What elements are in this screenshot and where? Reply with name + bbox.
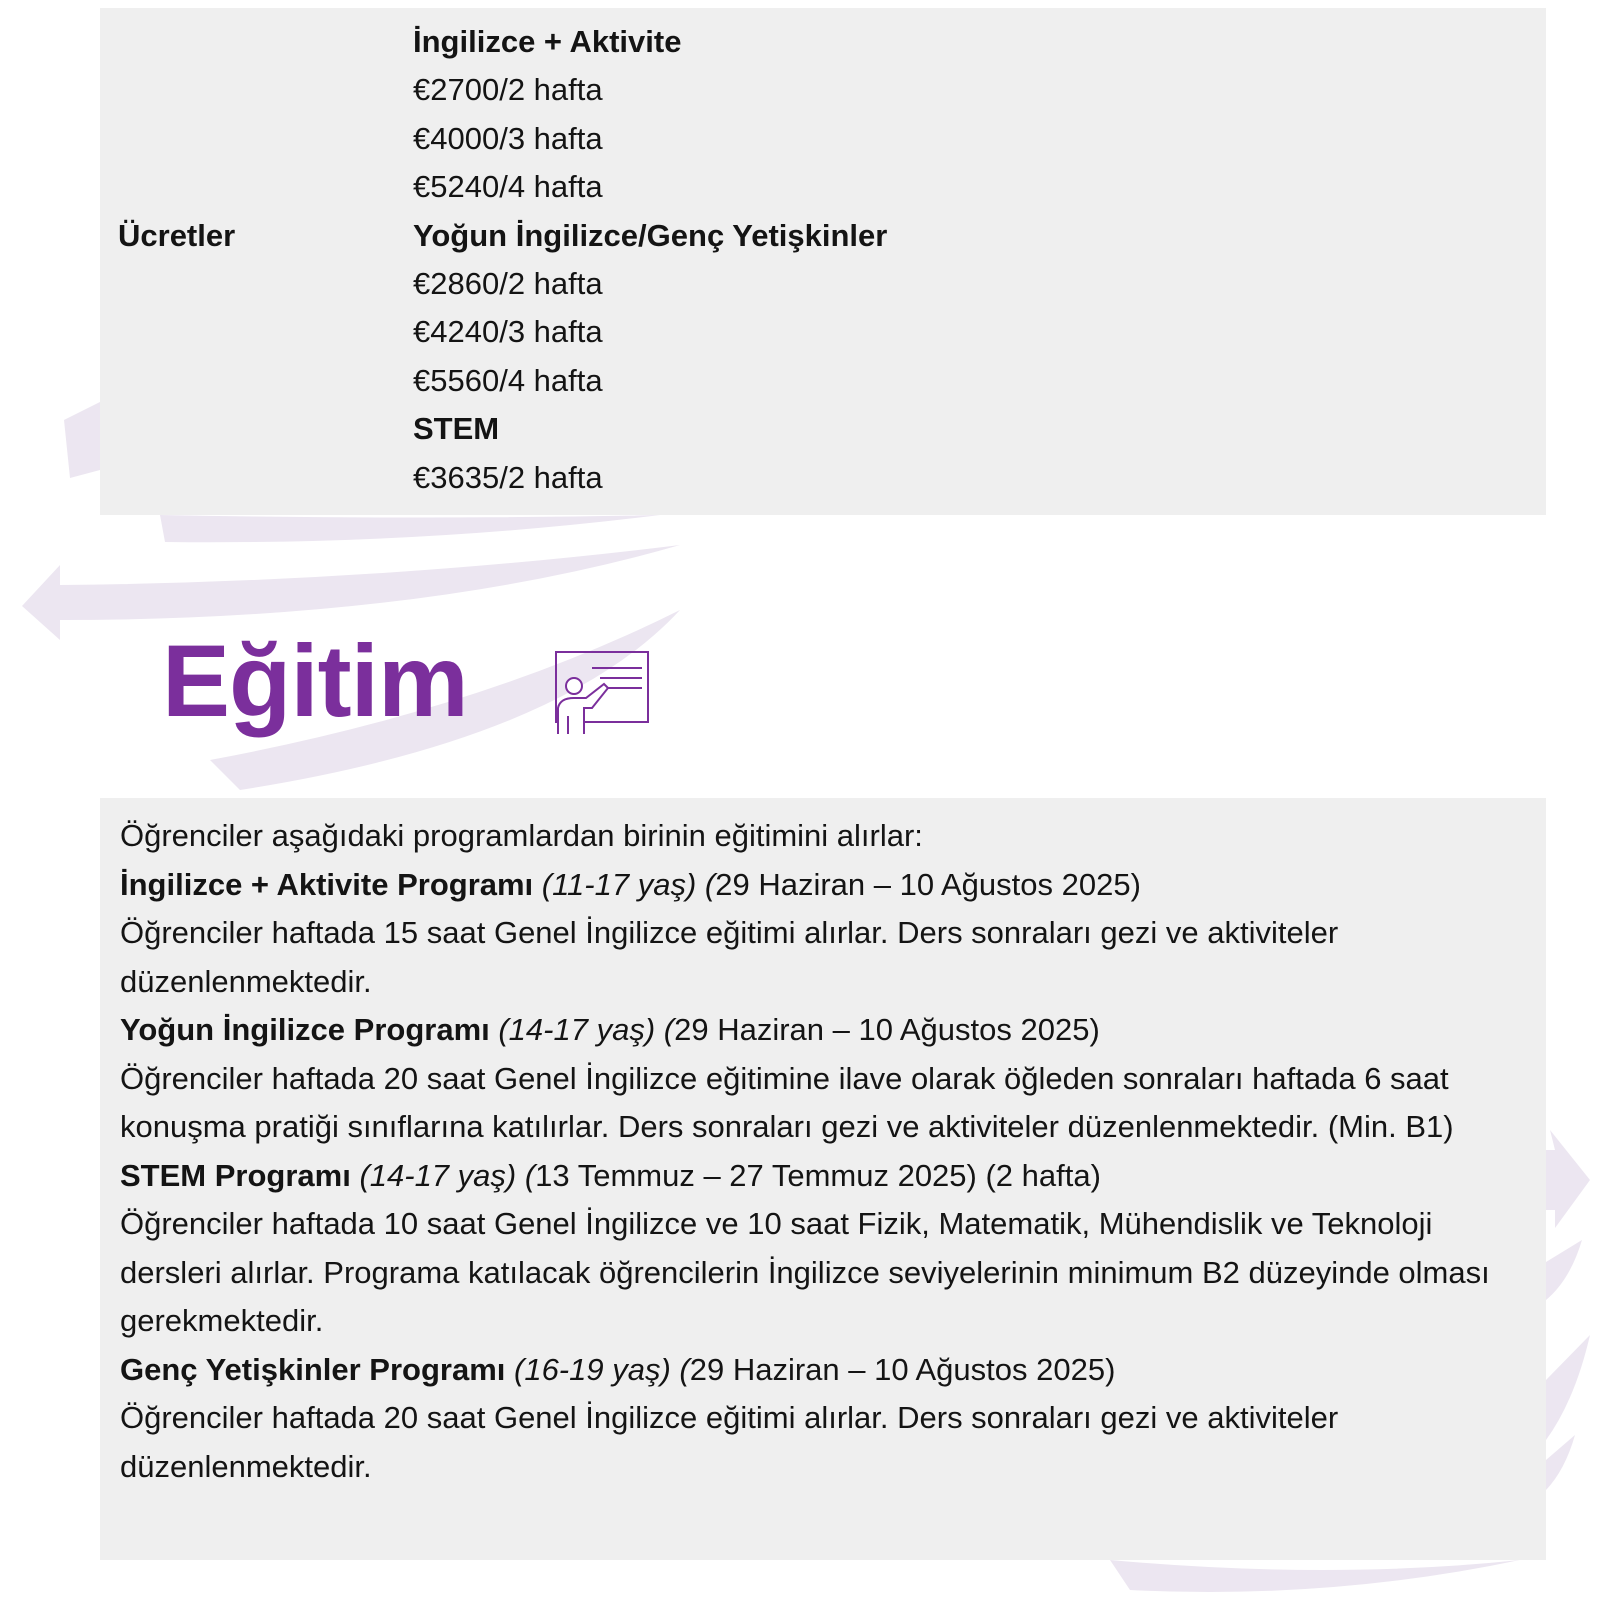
program-heading (120, 861, 1530, 910)
fee-price-item: €4240/3 hafta (413, 314, 603, 350)
fee-program-heading: STEM (413, 411, 500, 447)
program-heading (120, 1006, 1530, 1055)
fee-price-item: €3635/2 hafta (413, 459, 603, 495)
fee-program-heading: Yoğun İngilizce/Genç Yetişkinler (413, 217, 888, 253)
program-age: (11-17 yaş) ( (533, 866, 716, 902)
program-name: Yoğun İngilizce Programı (120, 1012, 490, 1047)
program-age: (14-17 yaş) ( (350, 1157, 536, 1193)
fee-price-item: €5240/4 hafta (413, 169, 603, 205)
education-content (120, 812, 1530, 1491)
program-name: STEM Programı (120, 1157, 351, 1193)
teacher-board-icon (552, 650, 652, 734)
program-description: Öğrenciler haftada 20 saat Genel İngilizce eğitimine ilave olarak öğleden sonraları haftada 6 saat konuşma pratiği sınıflarına katılırlar. Ders sonraları gezi ve aktiviteler düzenlenmektedir. (Min. B1) (120, 1060, 1454, 1144)
fee-program-heading: İngilizce + Aktivite (413, 24, 682, 59)
fee-price-item: €2700/2 hafta (413, 72, 603, 108)
program-heading (120, 1346, 1530, 1395)
education-intro: Öğrenciler aşağıdaki programlardan birinin eğitimini alırlar: (120, 818, 923, 853)
fees-list (413, 18, 887, 502)
program-name: İngilizce + Aktivite Programı (120, 866, 534, 902)
fee-price-item: €4000/3 hafta (413, 120, 603, 156)
program-description: Öğrenciler haftada 20 saat Genel İngilizce eğitimi alırlar. Ders sonraları gezi ve aktiviteler düzenlenmektedir. (120, 1400, 1339, 1484)
fee-price-item: €5560/4 hafta (413, 362, 603, 398)
fees-label: Ücretler (118, 218, 236, 253)
section-title: Eğitim (162, 624, 468, 738)
program-description: Öğrenciler haftada 10 saat Genel İngilizce ve 10 saat Fizik, Matematik, Mühendislik ve Teknoloji dersleri alırlar. Programa katılacak öğrencilerin İngilizce seviyelerinin minimum B2 düzeyinde olması gerekmektedir. (120, 1206, 1490, 1338)
program-heading (120, 1152, 1530, 1201)
program-dates: 29 Haziran – 10 Ağustos 2025) (674, 1012, 1100, 1047)
program-dates: 29 Haziran – 10 Ağustos 2025) (715, 866, 1141, 902)
program-name: Genç Yetişkinler Programı (120, 1351, 506, 1387)
program-dates: 29 Haziran – 10 Ağustos 2025) (689, 1351, 1116, 1387)
fee-price-item: €2860/2 hafta (413, 265, 603, 301)
program-dates: 13 Temmuz – 27 Temmuz 2025) (2 hafta) (535, 1157, 1101, 1193)
program-age: (16-19 yaş) ( (505, 1351, 690, 1387)
program-description: Öğrenciler haftada 15 saat Genel İngilizce eğitimi alırlar. Ders sonraları gezi ve aktiviteler düzenlenmektedir. (120, 915, 1339, 999)
program-age: (14-17 yaş) ( (489, 1012, 675, 1047)
